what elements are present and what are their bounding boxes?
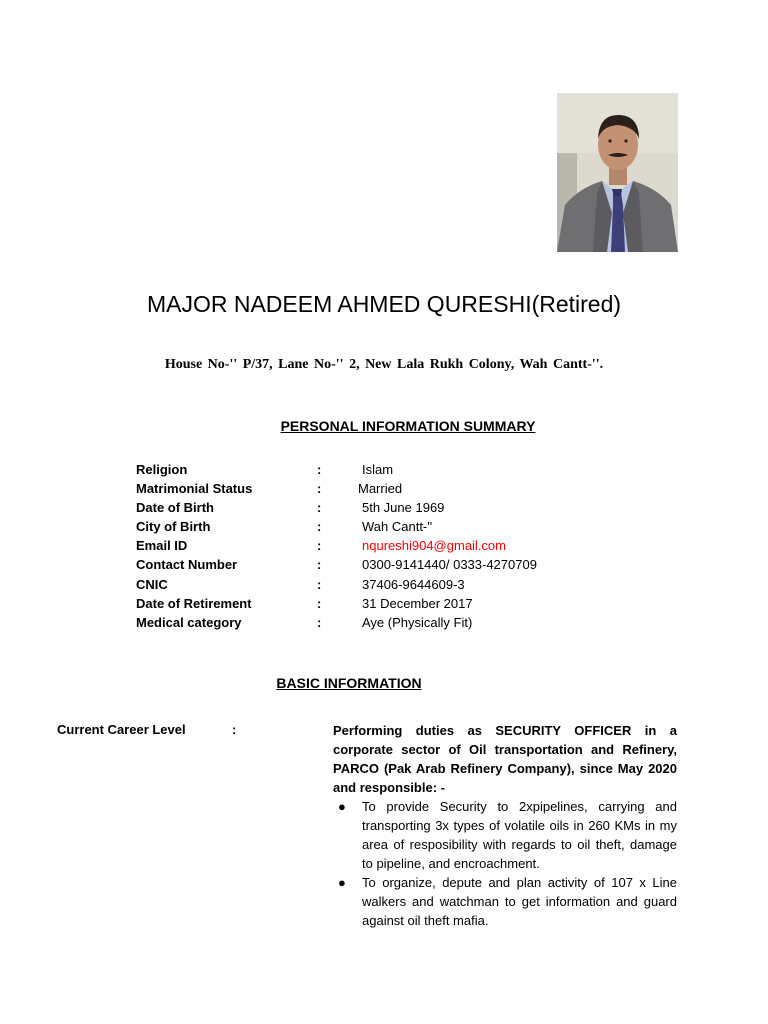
- info-colon: :: [317, 500, 322, 516]
- personal-info-heading: PERSONAL INFORMATION SUMMARY: [280, 418, 536, 434]
- bullet-icon: ●: [338, 875, 346, 890]
- info-row-matrimonial-status: [136, 479, 696, 498]
- profile-photo: [557, 93, 678, 252]
- career-level-label: Current Career Level: [57, 722, 186, 737]
- info-row-date-of-retirement: [136, 594, 696, 613]
- info-row-contact-number: [136, 555, 696, 574]
- list-item: [333, 797, 677, 873]
- info-label: Date of Retirement: [136, 595, 252, 611]
- info-label: Contact Number: [136, 557, 238, 573]
- info-colon: :: [317, 538, 322, 554]
- career-level-colon: :: [232, 722, 237, 737]
- info-label: Medical category: [136, 614, 242, 630]
- info-value: Aye (Physically Fit): [362, 614, 473, 630]
- info-row-medical-category: [136, 613, 696, 632]
- info-value: Married: [358, 481, 403, 497]
- info-colon: :: [317, 595, 322, 611]
- info-row-date-of-birth: [136, 498, 696, 517]
- info-label: City of Birth: [136, 519, 211, 535]
- personal-info-table: [136, 460, 696, 632]
- info-value: 31 December 2017: [362, 595, 473, 611]
- info-row-email: [136, 536, 696, 555]
- candidate-address: House No-'' P/37, Lane No-'' 2, New Lala Rukh Colony, Wah Cantt-''.: [164, 357, 604, 372]
- info-label: Matrimonial Status: [136, 481, 253, 497]
- info-value: Islam: [362, 462, 394, 477]
- duties-list: [333, 797, 677, 930]
- info-label: Date of Birth: [136, 500, 214, 516]
- info-value: 5th June 1969: [362, 500, 445, 516]
- info-value: 37406-9644609-3: [362, 576, 465, 592]
- duty-text: To provide Security to 2xpipelines, carrying and transporting 3x types of volatile oils in 260 KMs in my area of resposibility with regards to oil theft, damage to pipeline, and encroachment.: [362, 799, 677, 871]
- info-value: 0300-9141440/ 0333-4270709: [362, 557, 537, 573]
- email-link[interactable]: nqureshi904@gmail.com: [362, 538, 506, 554]
- info-colon: :: [317, 481, 322, 497]
- list-item: [333, 873, 677, 930]
- info-label: Religion: [136, 462, 188, 477]
- info-label: Email ID: [136, 538, 188, 554]
- info-colon: :: [317, 614, 322, 630]
- duty-text: To organize, depute and plan activity of 107 x Line walkers and watchman to get information and guard against oil theft mafia.: [362, 875, 677, 928]
- info-row-city-of-birth: [136, 517, 696, 536]
- info-colon: :: [317, 519, 322, 535]
- info-label: CNIC: [136, 576, 168, 592]
- info-colon: :: [317, 576, 322, 592]
- basic-info-heading: BASIC INFORMATION: [276, 675, 422, 691]
- career-level-description: Performing duties as SECURITY OFFICER in a corporate sector of Oil transportation and Refinery, PARCO (Pak Arab Refinery Company), since May 2020 and responsible: -: [333, 723, 677, 795]
- info-value: Wah Cantt-'': [362, 519, 433, 535]
- info-row-cnic: [136, 575, 696, 594]
- candidate-name: MAJOR NADEEM AHMED QURESHI(Retired): [146, 291, 622, 317]
- info-row-religion: [136, 460, 696, 479]
- info-colon: :: [317, 557, 322, 573]
- info-colon: :: [317, 462, 322, 477]
- bullet-icon: ●: [338, 799, 346, 814]
